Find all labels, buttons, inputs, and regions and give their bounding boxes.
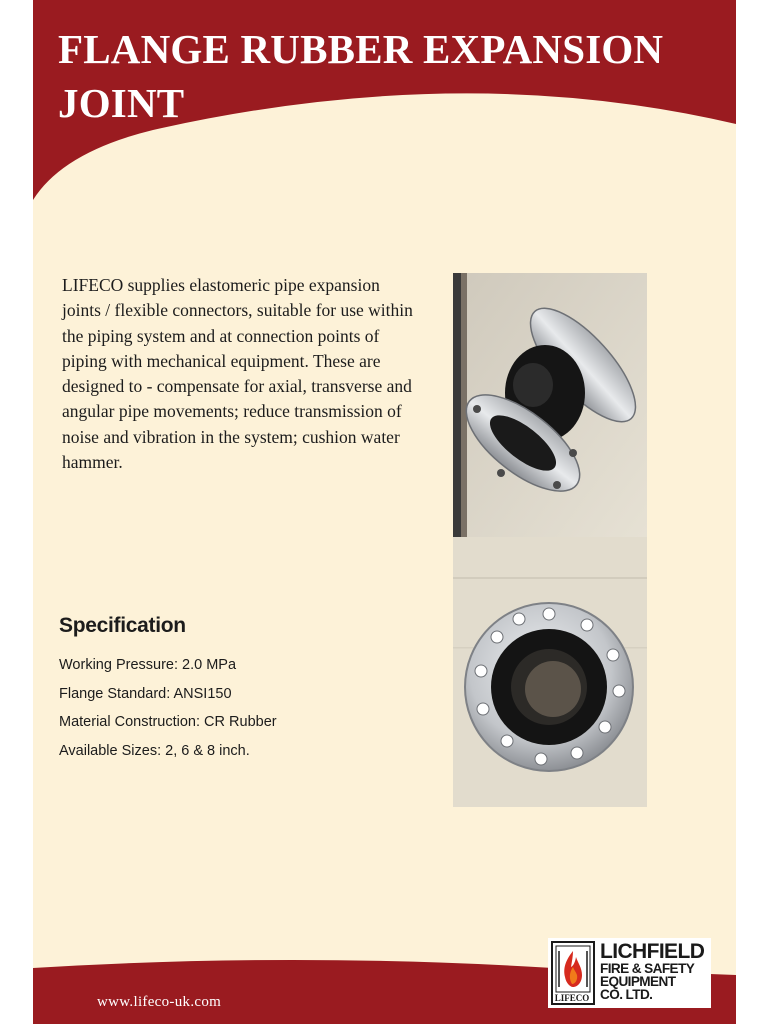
- specification-list: [59, 651, 277, 766]
- footer-website-link[interactable]: www.lifeco-uk.com: [97, 994, 222, 1010]
- spec-item-flange-standard: Flange Standard: ANSI150: [59, 685, 232, 702]
- logo-company-name: LICHFIELD: [600, 940, 705, 963]
- intro-paragraph: LIFECO supplies elastomeric pipe expansion joints / flexible connectors, suitable for use within the piping system and at connection points of piping with mechanical equipment. These are designed to - compensate for axial, transverse and angular pipe movements; reduce transmission of noise and vibration in the system; cushion water hammer.: [62, 275, 413, 473]
- spec-item-material: Material Construction: CR Rubber: [59, 714, 277, 731]
- specification-heading: Specification: [59, 614, 186, 637]
- expansion-joint-front-image: [453, 537, 647, 807]
- logo-line-fire-safety: FIRE & SAFETY: [600, 961, 695, 976]
- page-title: FLANGE RUBBER EXPANSION JOINT: [58, 26, 664, 126]
- spec-item-sizes: Available Sizes: 2, 6 & 8 inch.: [59, 743, 250, 760]
- expansion-joint-side-photo: [453, 273, 647, 537]
- lichfield-logo: [548, 938, 711, 1008]
- expansion-joint-side-image: [453, 273, 647, 537]
- logo-line-co-ltd: CO. LTD.: [600, 987, 653, 1002]
- logo-badge-text: LIFECO: [554, 993, 590, 1003]
- spec-item-working-pressure: Working Pressure: 2.0 MPa: [59, 657, 237, 673]
- logo-line-equipment: EQUIPMENT: [600, 974, 676, 989]
- logo-text-block: [600, 942, 712, 1001]
- expansion-joint-front-photo: [453, 537, 647, 807]
- brochure-page: [33, 0, 736, 1024]
